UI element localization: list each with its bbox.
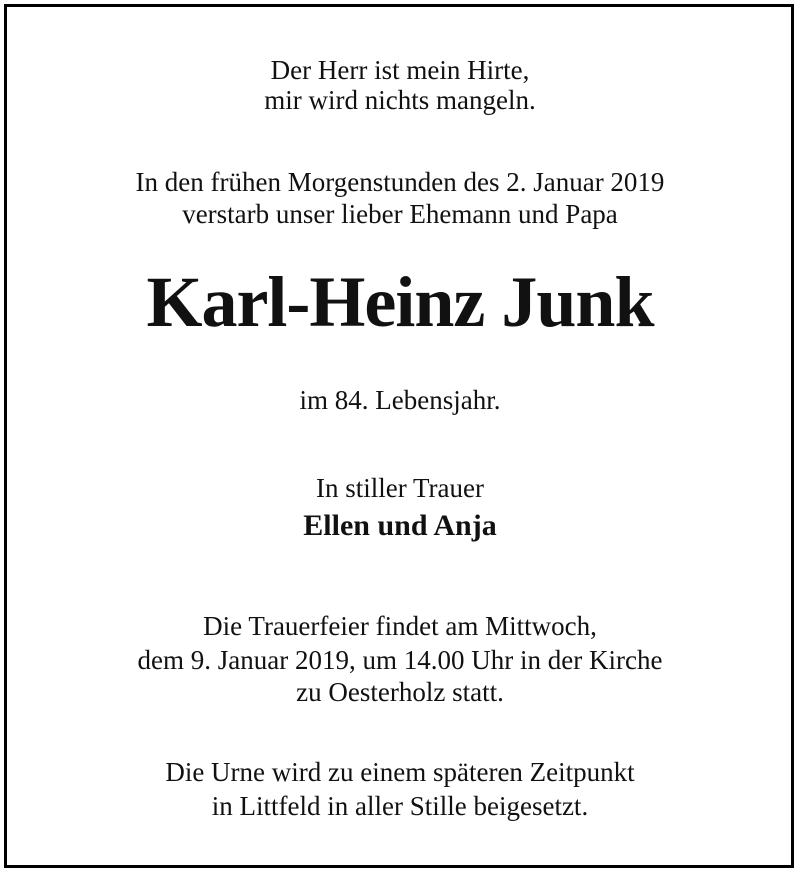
funeral-line-1: Die Trauerfeier findet am Mittwoch, xyxy=(203,611,597,641)
announcement-line-1: In den frühen Morgenstunden des 2. Januar 2019 xyxy=(135,167,665,197)
verse-line-2: mir wird nichts mangeln. xyxy=(264,85,536,115)
mourners-intro: In stiller Trauer xyxy=(316,473,484,503)
verse-line-1: Der Herr ist mein Hirte, xyxy=(270,55,530,85)
notice-border xyxy=(4,4,794,868)
funeral-line-3: zu Oesterholz statt. xyxy=(296,677,504,707)
announcement-line-2: verstarb unser lieber Ehemann und Papa xyxy=(182,199,618,229)
age-line: im 84. Lebensjahr. xyxy=(299,385,501,415)
mourners-names: Ellen und Anja xyxy=(303,509,497,542)
burial-line-1: Die Urne wird zu einem späteren Zeitpunkt xyxy=(165,757,635,787)
burial-line-2: in Littfeld in aller Stille beigesetzt. xyxy=(211,791,589,821)
deceased-name: Karl-Heinz Junk xyxy=(146,262,654,342)
funeral-line-2: dem 9. Januar 2019, um 14.00 Uhr in der Kirche xyxy=(137,645,663,675)
